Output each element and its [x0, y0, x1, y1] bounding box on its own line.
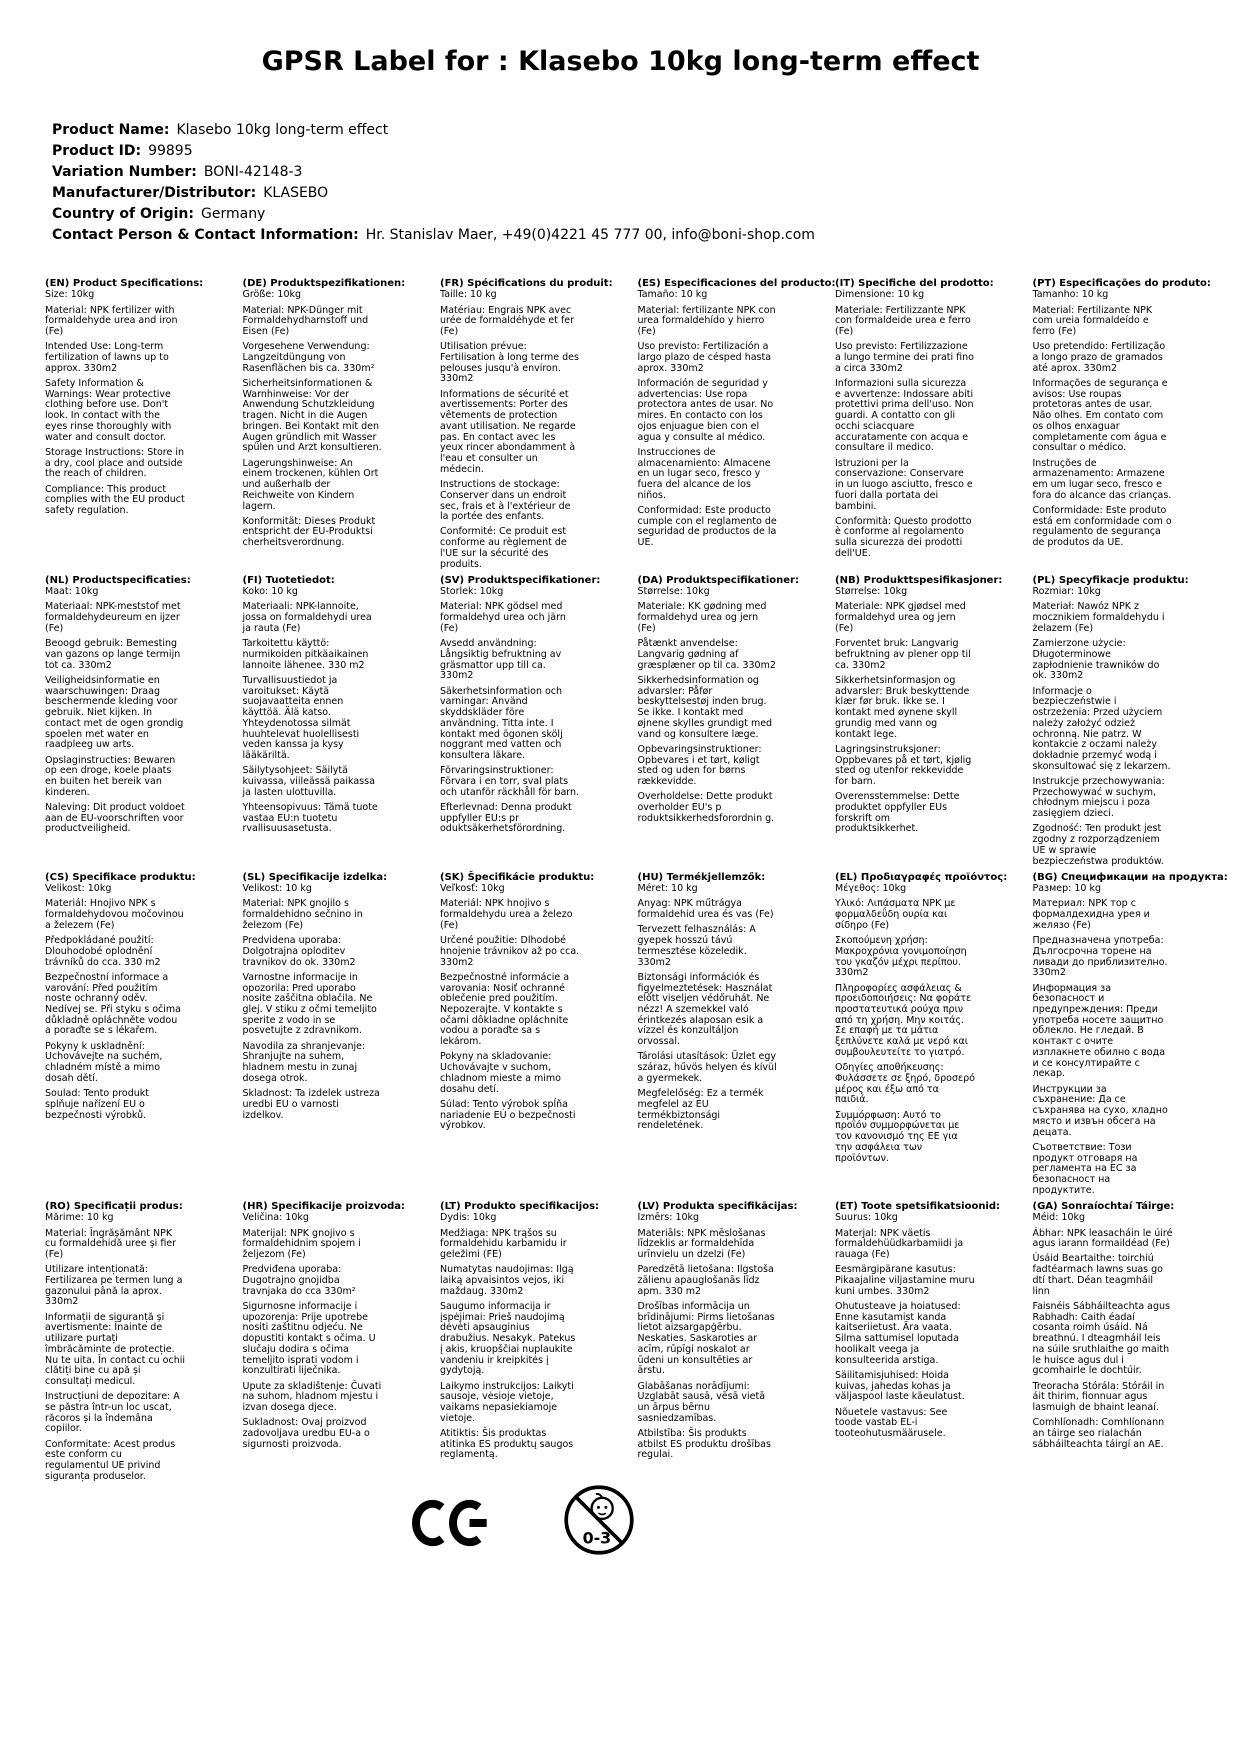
spec-paragraph: Předpokládané použití: Dlouhodobé oplodnění trávníků do cca. 330 m2: [45, 935, 161, 968]
spec-paragraph: Materiale: KK gødning med formaldehyd urea og jern (Fe): [637, 601, 767, 634]
spec-paragraph: Size: 10kg: [45, 289, 95, 301]
spec-paragraph: Größe: 10kg: [242, 289, 302, 301]
spec-paragraph: Instrukcje przechowywania: Przechowywać w suchym, chłodnym miejscu i poza zasięgiem dzieci.: [1032, 775, 1165, 820]
spec-paragraph: Säkerhetsinformation och varningar: Använd skyddskläder före användning. Titta inte. I kontakt med ögonen skölj noggrant med vatten och konsultera läkare.: [440, 685, 563, 761]
product-info-row: [52, 225, 1201, 246]
spec-paragraph: Uso pretendido: Fertilização a longo prazo de gramados até aprox. 330m2: [1032, 341, 1166, 374]
spec-paragraph: Förvaringsinstruktioner: Förvara i en torr, sval plats och utanför räckhåll för barn.: [440, 765, 580, 798]
spec-block-sk: [440, 871, 595, 1137]
spec-paragraph: Velikost: 10kg: [45, 883, 112, 895]
spec-paragraph: Størrelse: 10kg: [835, 586, 908, 598]
product-info-value: Hr. Stanislav Maer, +49(0)4221 45 777 00, info@boni-shop.com: [365, 227, 815, 243]
product-info-row: [52, 120, 1201, 141]
spec-paragraph: Información de seguridad y advertencias: Use ropa protectora antes de usar. No mires. En contacto con los ojos enjuague bien con el agua y consulte al médico.: [637, 377, 774, 443]
spec-paragraph: Veličina: 10kg: [242, 1212, 309, 1224]
spec-paragraph: Материал: NPK тор с формалдехидна урея и желязо (Fe): [1032, 898, 1150, 931]
spec-paragraph: Materjal: NPK väetis formaldehüüdkarbamiidi ja rauaga (Fe): [835, 1227, 964, 1260]
spec-paragraph: Ábhar: NPK leasacháin le úiré agus iarann formaildéad (Fe): [1032, 1227, 1173, 1250]
baby-face-icon: [592, 1494, 613, 1519]
spec-paragraph: Určené použitie: Dlhodobé hnojenie trávnikov až po cca. 330m2: [440, 935, 580, 968]
spec-block-ga: [1033, 1201, 1173, 1455]
spec-block-header: (RO) Specificații produs:: [45, 1200, 183, 1212]
spec-block-header: (LV) Produkta specifikācijas:: [637, 1200, 798, 1212]
spec-paragraph: Úsáid Beartaithe: toirchiú fadtéarmach lawns suas go dtí thart. Déan teagmháil linn: [1032, 1253, 1163, 1297]
spec-paragraph: Paredzētā lietošana: Ilgstoša zālienu apauglošanās līdz apm. 330 m2: [637, 1264, 774, 1297]
product-info-value: Klasebo 10kg long-term effect: [176, 122, 389, 138]
spec-paragraph: Overholdelse: Dette produkt overholder EU's p roduktsikkerhedsforordnin g.: [637, 791, 775, 824]
spec-block-fi: [243, 575, 383, 840]
spec-paragraph: Navodila za shranjevanje: Shranjujte na suhem, hladnem mestu in zunaj dosega otrok.: [242, 1040, 366, 1084]
product-info-label: Contact Person & Contact Information:: [52, 227, 359, 243]
spec-paragraph: Materiāls: NPK mēslošanas līdzeklis ar formaldehīda urīnvielu un dzelzi (Fe): [637, 1227, 766, 1260]
spec-paragraph: Utilizare intenționată: Fertilizarea pe termen lung a gazonului până la aprox. 330m2: [45, 1264, 183, 1308]
spec-block-ro: [45, 1201, 185, 1487]
product-info-value: BONI-42148-3: [203, 164, 303, 180]
spec-paragraph: Turvallisuustiedot ja varoitukset: Käytä suojavaatteita ennen käyttöä. Älä katso. Yhteydenotossa silmät huuhtelevat huolellisesti veden kanssa ja kysy lääkäriltä.: [242, 674, 360, 761]
spec-paragraph: Съответствие: Този продукт отговаря на регламента на ЕС за безопасност на продуктите.: [1032, 1141, 1138, 1196]
spec-block-nl: [45, 574, 191, 840]
spec-paragraph: Informacje o bezpieczeństwie i ostrzeżenia: Przed użyciem należy założyć odzież ochronną. Nie patrz. W kontakcie z oczami należy dokładnie przemyć wodą i skonsultować się z lekarzem.: [1032, 685, 1171, 772]
spec-paragraph: Bezpečnostní informace a varování: Před použitím noste ochranný oděv. Nedívej se. Při styku s očima důkladně opláchněte vodou a poraďte se s lékařem.: [45, 971, 181, 1037]
spec-paragraph: Tarkoitettu käyttö: nurmikoiden pitkäaikainen lannoite lähenee. 330 m2: [242, 638, 369, 671]
spec-paragraph: Súlad: Tento výrobok spĺňa nariadenie EÚ o bezpečnosti výrobkov.: [440, 1098, 576, 1132]
spec-block-sl: [242, 871, 388, 1126]
product-info-label: Country of Origin:: [52, 206, 194, 222]
page-title: GPSR Label for : Klasebo 10kg long-term effect: [261, 46, 980, 77]
spec-paragraph: Material: Îngrășământ NPK cu formaldehidă uree și fier (Fe): [45, 1227, 177, 1260]
ce-mark-icon: [412, 1487, 490, 1563]
spec-paragraph: Materiaal: NPK-meststof met formaldehydeureum en ijzer (Fe): [45, 601, 181, 634]
spec-block-header: (PL) Specyfikacje produktu:: [1032, 574, 1189, 586]
age-warning-0-3-icon: [562, 1483, 636, 1561]
spec-block-header: (GA) Sonraíochtaí Táirge:: [1032, 1200, 1175, 1212]
spec-paragraph: Comhlíonadh: Comhlíonann an táirge seo rialachán sábháilteachta táirgí an AE.: [1032, 1417, 1165, 1450]
spec-block-pl: [1032, 574, 1189, 872]
spec-block-header: (LT) Produkto specifikacijos:: [440, 1200, 600, 1212]
spec-block-header: (BG) Спецификации на продукта:: [1032, 871, 1228, 883]
spec-block-header: (DA) Produktspecifikationer:: [637, 574, 799, 586]
spec-paragraph: Rozmiar: 10kg: [1032, 586, 1101, 598]
spec-paragraph: Soulad: Tento produkt splňuje nařízení EU o bezpečnosti výrobků.: [45, 1088, 150, 1121]
spec-paragraph: Opslaginstructies: Bewaren op een droge, koele plaats en buiten het bereik van kinderen.: [45, 754, 176, 798]
spec-paragraph: Utilisation prévue: Fertilisation à long terme des pelouses jusqu'à environ. 330m2: [440, 341, 579, 385]
spec-paragraph: Instruções de armazenamento: Armazene em um lugar seco, fresco e fora do alcance das crianças.: [1032, 457, 1172, 501]
spec-paragraph: Tamaño: 10 kg: [637, 289, 708, 301]
spec-paragraph: Eesmärgipärane kasutus: Pikaajaline viljastamine muru kuni umbes. 330m2: [835, 1264, 975, 1297]
spec-paragraph: Conformité: Ce produit est conforme au règlement de l'UE sur la sécurité des produits.: [440, 526, 567, 570]
spec-block-hu: [638, 872, 778, 1137]
spec-paragraph: Sigurnosne informacije i upozorenja: Prije upotrebe nositi zaštitnu odjeću. Ne dopustiti kontakt s očima. U slučaju dodira s očima temeljito isprati vodom i konzultirati liječnika.: [242, 1300, 376, 1377]
spec-paragraph: Påtænkt anvendelse: Langvarig gødning af græsplæner op til ca. 330m2: [637, 638, 776, 671]
spec-block-header: (FI) Tuotetiedot:: [242, 574, 335, 586]
spec-paragraph: Materiál: Hnojivo NPK s formaldehydovou močovinou a železem (Fe): [45, 898, 184, 931]
spec-paragraph: Upute za skladištenje: Čuvati na suhom, hladnom mjestu i izvan dosega djece.: [242, 1380, 382, 1414]
spec-block-header: (HR) Specifikacije proizvoda:: [242, 1200, 406, 1212]
spec-paragraph: Dimensione: 10 kg: [835, 289, 925, 301]
spec-block-es: [637, 278, 836, 553]
spec-block-et: [835, 1200, 1001, 1444]
spec-paragraph: Предназначена употреба: Дългосрочна торене на ливади до приблизително. 330m2: [1032, 935, 1168, 979]
spec-paragraph: Drošības informācija un brīdinājumi: Pirms lietošanas lietot aizsargapģērbu. Neskaties. Saskaroties ar acīm, rūpīgi noskalot ar ūdeni un konsultēties ar ārstu.: [637, 1300, 775, 1377]
spec-paragraph: Predviđena uporaba: Dugotrajno gnojidba travnjaka do cca 330m²: [242, 1264, 356, 1297]
spec-paragraph: Material: Fertilizante NPK com ureia formaldeído e ferro (Fe): [1032, 304, 1153, 337]
spec-paragraph: Intended Use: Long-term fertilization of lawns up to approx. 330m2: [45, 341, 169, 374]
spec-paragraph: Efterlevnad: Denna produkt uppfyller EU:s pr oduktsäkerhetsförordning.: [440, 801, 572, 835]
product-info-section: [52, 120, 1201, 246]
spec-paragraph: Instrucciones de almacenamiento: Almacene en un lugar seco, fresco y fuera del alcance de los niños.: [637, 446, 771, 501]
spec-paragraph: Mărime: 10 kg: [45, 1212, 114, 1224]
spec-paragraph: Materiale: NPK gjødsel med formaldehyd urea og jern (Fe): [835, 601, 966, 634]
spec-paragraph: Saugumo informacija ir įspėjimai: Prieš naudojimą dėvėti apsauginius drabužius. Nesakyk. Patekus į akis, kruopščiai nuplaukite vandeniu ir kreipkitės į gydytoją.: [440, 1300, 576, 1377]
spec-paragraph: Opbevaringsinstruktioner: Opbevares i et tørt, køligt sted og uden for børns rækkevidde.: [637, 743, 762, 787]
product-info-label: Manufacturer/Distributor:: [52, 185, 257, 201]
spec-paragraph: Информация за безопасност и предупреждения: Преди употреба носете защитно облекло. Не гледай. В контакт с очите изплакнете обилно с вода и се консултирайте с лекар.: [1032, 982, 1166, 1080]
spec-block-el: [835, 871, 1008, 1169]
spec-paragraph: Størrelse: 10kg: [637, 586, 710, 598]
spec-block-da: [637, 574, 799, 829]
spec-paragraph: Beoogd gebruik: Bemesting van gazons op lange termijn tot ca. 330m2: [45, 638, 181, 671]
spec-paragraph: Tamanho: 10 kg: [1032, 289, 1109, 301]
spec-paragraph: Méid: 10kg: [1032, 1212, 1086, 1224]
spec-paragraph: Säilitamisjuhised: Hoida kuivas, jahedas kohas ja väljaspool laste käeulatust.: [835, 1369, 965, 1403]
product-info-row: [52, 183, 1201, 204]
spec-paragraph: Lagerungshinweise: An einem trockenen, kühlen Ort und außerhalb der Reichweite von Kindern lagern.: [242, 457, 379, 512]
spec-paragraph: Material: NPK gödsel med formaldehyd urea och järn (Fe): [440, 601, 566, 634]
spec-paragraph: Predvidena uporaba: Dolgotrajna oploditev travnikov do ok. 330m2: [242, 935, 356, 968]
spec-paragraph: Material: fertilizante NPK con urea formaldehído y hierro (Fe): [637, 304, 776, 337]
spec-block-nb: [835, 574, 1003, 840]
spec-paragraph: Faisnéis Sábháilteachta agus Rabhadh: Caith éadaí cosanta roimh úsáid. Ná breathnú. I dteagmháil leis na súile sruthlaithe go maith le huisce agus dul i gcomhairle le dochtúir.: [1032, 1300, 1171, 1377]
product-info-label: Product ID:: [52, 143, 142, 159]
spec-block-header: (IT) Specifiche del prodotto:: [835, 278, 994, 289]
spec-paragraph: Instrucțiuni de depozitare: A se păstra într-un loc uscat, răcoros și la îndemâna copiilor.: [45, 1391, 180, 1435]
spec-paragraph: Materijal: NPK gnojivo s formaldehidnim spojem i željezom (Fe): [242, 1227, 361, 1260]
spec-block-pt: [1032, 278, 1211, 553]
spec-paragraph: Conformitate: Acest produs este conform cu regulamentul UE privind siguranța produselor.: [45, 1438, 176, 1482]
spec-paragraph: Material: NPK-Dünger mit Formaldehydharnstoff und Eisen (Fe): [242, 304, 369, 337]
spec-paragraph: Zamierzone użycie: Długoterminowe zapłodnienie trawników do ok. 330m2: [1032, 638, 1160, 682]
spec-paragraph: Laikymo instrukcijos: Laikyti sausoje, vėsioje vietoje, vaikams nepasiekiamoje vietoje.: [440, 1380, 574, 1424]
spec-paragraph: Informații de siguranță și avertismente: Înainte de utilizare purtați îmbrăcăminte de protecție. Nu te uita. În contact cu ochii clătiți bine cu apă și consultați medicul.: [45, 1311, 185, 1388]
spec-paragraph: Megfelelőség: Ez a termék megfelel az EU termékbiztonsági rendeletének.: [637, 1088, 764, 1132]
spec-paragraph: Suurus: 10kg: [835, 1212, 898, 1224]
product-info-label: Product Name:: [52, 122, 170, 138]
spec-paragraph: Ohutusteave ja hoiatused: Enne kasutamist kanda kaitseriietust. Ära vaata. Silma sattumisel loputada hoolikalt veega ja konsulteerida arstiga.: [835, 1300, 961, 1366]
age-range-label: 0-3: [582, 1528, 612, 1548]
spec-paragraph: Skladnost: Ta izdelek ustreza uredbi EU o varnosti izdelkov.: [242, 1088, 380, 1121]
spec-paragraph: Conformidade: Este produto está em conformidade com o regulamento de segurança de produtos da UE.: [1032, 505, 1172, 549]
spec-block-header: (SV) Produktspecifikationer:: [440, 574, 601, 586]
spec-paragraph: Tervezett felhasználás: A gyepek hosszú távú termesztése közeledik. 330m2: [637, 924, 756, 968]
product-info-row: [52, 141, 1201, 162]
spec-paragraph: Sicherheitsinformationen & Warnhinweise: Vor der Anwendung Schutzkleidung tragen. Nicht in die Augen bringen. Bei Kontakt mit den Augen gründlich mit Wasser spülen und Arzt konsultieren.: [242, 377, 382, 454]
spec-paragraph: Compliance: This product complies with the EU product safety regulation.: [45, 483, 185, 517]
spec-paragraph: Informações de segurança e avisos: Use roupas protetoras antes de usar. Não olhes. Em contato com os olhos enxaguar completamente com água e consultar o médico.: [1032, 377, 1168, 454]
spec-block-header: (NB) Produkttspesifikasjoner:: [835, 574, 1003, 586]
product-info-row: [52, 162, 1201, 183]
spec-paragraph: Safety Information & Warnings: Wear protective clothing before use. Don't look. In contact with the eyes rinse thoroughly with water and consult doctor.: [45, 377, 172, 443]
spec-block-header: (NL) Productspecificaties:: [45, 574, 191, 586]
spec-paragraph: Treoracha Stórála: Stóráil in áit thirim, fionnuar agus lasmuigh de bhaint leanaí.: [1032, 1380, 1165, 1414]
spec-paragraph: Izmērs: 10kg: [637, 1212, 700, 1224]
spec-paragraph: Material: NPK fertilizer with formaldehyde urea and iron (Fe): [45, 304, 178, 337]
spec-block-header: (ES) Especificaciones del producto:: [637, 278, 836, 289]
spec-paragraph: Atitiktis: Šis produktas atitinka ES produktų saugos reglamentą.: [440, 1427, 574, 1461]
spec-block-cs: [45, 871, 196, 1126]
spec-block-header: (HU) Termékjellemzők:: [637, 871, 766, 883]
spec-paragraph: Lagringsinstruksjoner: Oppbevares på et tørt, kjølig sted og utenfor rekkevidde for barn.: [835, 743, 972, 787]
product-info-value: Germany: [201, 206, 266, 222]
spec-paragraph: Maat: 10kg: [45, 586, 99, 598]
spec-paragraph: Dydis: 10kg: [440, 1212, 497, 1224]
spec-paragraph: Conformità: Questo prodotto è conforme al regolamento sulla sicurezza dei prodotti dell'UE.: [835, 515, 972, 559]
spec-block-en: [45, 278, 204, 521]
spec-paragraph: Anyag: NPK műtrágya formaldehid urea és vas (Fe): [637, 898, 774, 921]
spec-paragraph: Yhteensopivuus: Tämä tuote vastaa EU:n tuotetu rvallisuusasetusta.: [242, 801, 378, 835]
spec-paragraph: Zgodność: Ten produkt jest zgodny z rozporządzeniem UE w sprawie bezpieczeństwa produktów.: [1032, 823, 1164, 867]
spec-paragraph: Instructions de stockage: Conserver dans un endroit sec, frais et à l'extérieur de la portée des enfants.: [440, 479, 571, 523]
spec-paragraph: Medžiaga: NPK trąšos su formaldehidu karbamidu ir geležimi (FE): [440, 1227, 567, 1260]
spec-paragraph: Veiligheidsinformatie en waarschuwingen: Draag beschermende kleding voor gebruik. Niet kijken. In contact met de ogen grondig spoelen met water en raadpleeg uw arts.: [45, 674, 184, 751]
spec-paragraph: Naleving: Dit product voldoet aan de EU-voorschriften voor productveiligheid.: [45, 801, 185, 835]
product-info-row: [52, 204, 1201, 225]
spec-paragraph: Konformität: Dieses Produkt entspricht der EU-Produktsi cherheitsverordnung.: [242, 515, 376, 549]
spec-paragraph: Pokyny na skladovanie: Uchovávajte v suchom, chladnom mieste a mimo dosahu detí.: [440, 1051, 561, 1095]
spec-paragraph: Storage Instructions: Store in a dry, cool place and outside the reach of children.: [45, 446, 184, 480]
spec-paragraph: Taille: 10 kg: [440, 289, 497, 301]
spec-block-header: (SK) Špecifikácie produktu:: [440, 871, 595, 883]
spec-paragraph: Koko: 10 kg: [242, 586, 298, 598]
spec-paragraph: Istruzioni per la conservazione: Conservare in un luogo asciutto, fresco e fuori dalla portata dei bambini.: [835, 457, 973, 512]
spec-block-header: (SL) Specifikacije izdelka:: [242, 871, 388, 883]
spec-block-header: (DE) Produktspezifikationen:: [242, 278, 406, 289]
spec-block-sv: [440, 574, 601, 840]
spec-paragraph: Pokyny k uskladnění: Uchovávejte na suchém, chladném místě a mimo dosah dětí.: [45, 1040, 163, 1084]
spec-paragraph: Sukladnost: Ovaj proizvod zadovoljava uredbu EU-a o sigurnosti proizvoda.: [242, 1417, 370, 1450]
spec-paragraph: Vorgesehene Verwendung: Langzeitdüngung von Rasenflächen bis ca. 330m²: [242, 341, 375, 374]
spec-paragraph: Material: NPK gnojilo s formaldehidno sečnino in železom (Fe): [242, 898, 363, 931]
spec-paragraph: Uso previsto: Fertilizzazione a lungo termine dei prati fino a circa 330m2: [835, 341, 974, 374]
spec-paragraph: Materiál: NPK hnojivo s formaldehydu urea a železo (Fe): [440, 898, 573, 931]
spec-paragraph: Informations de sécurité et avertissements: Porter des vêtements de protection avant utilisation. Ne regarde pas. En contact avec les yeux rincer abondamment à l'eau et consulter un médecin.: [440, 388, 576, 475]
product-info-value: 99895: [148, 143, 193, 159]
spec-paragraph: Размер: 10 kg: [1032, 883, 1102, 895]
spec-paragraph: Varnostne informacije in opozorila: Pred uporabo nosite zaščitna oblačila. Ne glej. V stiku z očmi temeljito sperite z vodo in se posvetujte z zdravnikom.: [242, 971, 377, 1037]
spec-paragraph: Sikkerhedsinformation og advarsler: Påfør beskyttelsestøj inden brug. Se ikke. I kontakt med øjnene skylles grundigt med vand og konsultere læge.: [637, 674, 773, 740]
spec-block-hr: [242, 1200, 406, 1455]
spec-paragraph: Bezpečnostné informácie a varovania: Nosiť ochranné oblečenie pred použitím. Nepozerajte. V kontakte s očami dôkladne opláchnite vodou a poraďte sa s lekárom.: [440, 971, 570, 1048]
spec-block-header: (EN) Product Specifications:: [45, 278, 204, 289]
spec-paragraph: Matériau: Engrais NPK avec urée de formaldéhyde et fer (Fe): [440, 304, 575, 337]
spec-paragraph: Materiaali: NPK-lannoite, jossa on formaldehydi urea ja rauta (Fe): [242, 601, 372, 634]
spec-paragraph: Sikkerhetsinformasjon og advarsler: Bruk beskyttende klær før bruk. Ikke se. I kontakt med øynene skyll grundig med vann og kontakt lege.: [835, 674, 970, 740]
spec-paragraph: Glabāšanas norādījumi: Uzglabāt sausā, vēsā vietā un ārpus bērnu sasniedzamības.: [637, 1380, 766, 1424]
product-info-label: Variation Number:: [52, 164, 197, 180]
spec-block-de: [242, 278, 406, 553]
spec-paragraph: Avsedd användning: Långsiktig befruktning av gräsmattor upp till ca. 330m2: [440, 638, 562, 682]
spec-paragraph: Säilytysohjeet: Säilytä kuivassa, viileässä paikassa ja lasten ulottuvilla.: [242, 765, 375, 798]
spec-paragraph: Velikost: 10 kg: [242, 883, 312, 895]
spec-paragraph: Méret: 10 kg: [637, 883, 698, 895]
spec-paragraph: Informazioni sulla sicurezza e avvertenze: Indossare abiti protettivi prima dell'uso. Non guardi. A contatto con gli occhi sciacquare accuratamente con acqua e consultare il medico.: [835, 377, 974, 454]
spec-paragraph: Overensstemmelse: Dette produktet oppfyller EUs forskrift om produktsikkerhet.: [835, 791, 960, 835]
spec-block-it: [835, 278, 994, 564]
spec-block-header: (PT) Especificações do produto:: [1032, 278, 1211, 289]
spec-paragraph: Storlek: 10kg: [440, 586, 504, 598]
spec-paragraph: Οδηγίες αποθήκευσης: Φυλάσσετε σε ξηρό, δροσερό μέρος και έξω από τα παιδιά.: [835, 1062, 975, 1106]
spec-paragraph: Forventet bruk: Langvarig befruktning av plener opp til ca. 330m2: [835, 638, 971, 671]
spec-block-header: (CS) Specifikace produktu:: [45, 871, 196, 883]
spec-block-fr: [440, 278, 613, 575]
product-info-value: KLASEBO: [263, 185, 329, 201]
spec-block-header: (EL) Προδιαγραφές προϊόντος:: [835, 871, 1008, 883]
spec-block-bg: [1032, 871, 1228, 1201]
spec-paragraph: Uso previsto: Fertilización a largo plazo de césped hasta aprox. 330m2: [637, 341, 772, 374]
spec-block-lt: [440, 1200, 600, 1466]
spec-block-header: (ET) Toote spetsifikatsioonid:: [835, 1200, 1001, 1212]
spec-paragraph: Μέγεθος: 10kg: [835, 883, 907, 895]
spec-paragraph: Tárolási utasítások: Üzlet egy száraz, hűvös helyen és kívül a gyermekek.: [637, 1051, 777, 1084]
spec-paragraph: Инструкции за съхранение: Да се съхранява на сухо, хладно място и извън обсега на децата.: [1032, 1083, 1168, 1138]
spec-paragraph: Σκοπούμενη χρήση: Μακροχρόνια γονιμοποίηση του γκαζόν μέχρι περίπου. 330m2: [835, 935, 967, 979]
spec-paragraph: Nõuetele vastavus: See toode vastab EL-i tooteohutusmäärusele.: [835, 1406, 948, 1439]
spec-paragraph: Συμμόρφωση: Αυτό το προϊόν συμμορφώνεται με τον κανονισμό της ΕΕ για την ασφάλεια των προϊόντων.: [835, 1109, 960, 1164]
spec-block-lv: [637, 1200, 798, 1466]
spec-paragraph: Conformidad: Este producto cumple con el reglamento de seguridad de productos de la UE.: [637, 505, 777, 549]
spec-block-header: (FR) Spécifications du produit:: [440, 278, 613, 289]
spec-paragraph: Numatytas naudojimas: Ilgą laiką apvaisintos vejos, iki maždaug. 330m2: [440, 1264, 574, 1297]
spec-paragraph: Υλικό: Λιπάσματα NPK με φορμαλδεΰδη ουρία και σίδηρο (Fe): [835, 898, 956, 931]
spec-paragraph: Πληροφορίες ασφάλειας & προειδοποιήσεις: Να φοράτε προστατευτικά ρούχα πριν από τη χρήση. Μην κοιτάς. Σε επαφή με τα μάτια ξεπλύνετε καλά με νερό και συμβουλευτείτε το γιατρό.: [835, 982, 972, 1058]
spec-paragraph: Materiał: Nawóz NPK z mocznikiem formaldehydu i żelazem (Fe): [1032, 601, 1165, 634]
spec-paragraph: Biztonsági információk és figyelmeztetések: Használat előtt viseljen védőruhát. Ne nézz! A szemekkel való érintkezés alaposan esik a vízzel és konzultáljon orvossal.: [637, 971, 773, 1048]
spec-paragraph: Atbilstība: Šis produkts atbilst ES produktu drošības regulai.: [637, 1427, 771, 1461]
spec-paragraph: Veľkosť: 10kg: [440, 883, 505, 895]
spec-paragraph: Materiale: Fertilizzante NPK con formaldeide urea e ferro (Fe): [835, 304, 971, 337]
spec-grid: [45, 278, 1228, 1487]
